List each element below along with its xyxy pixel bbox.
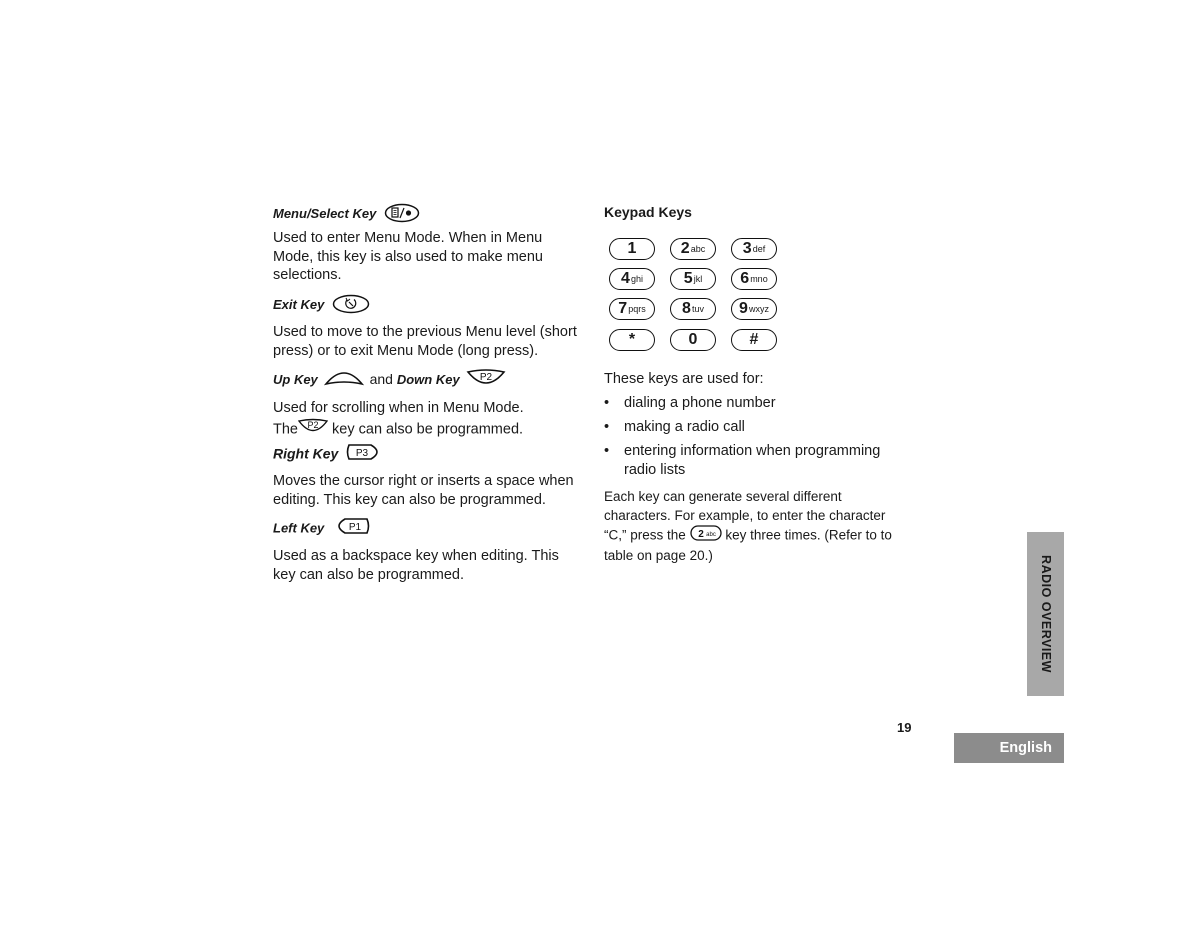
p2-key-inline-icon bbox=[298, 418, 328, 442]
keypad-key-9 bbox=[609, 329, 655, 351]
keypad-key-digit: 5 bbox=[683, 270, 693, 287]
keypad-key-letters: pqrs bbox=[628, 304, 646, 314]
keypad-key-letters: mno bbox=[750, 274, 768, 284]
keypad-key-4 bbox=[670, 268, 716, 290]
keypad-key-0 bbox=[609, 238, 655, 260]
keypad-key-digit: 1 bbox=[627, 240, 637, 257]
keys-used-for-intro: These keys are used for: bbox=[604, 371, 764, 387]
section-side-tab: RADIO OVERVIEW bbox=[1027, 532, 1064, 696]
menu-select-description: Used to enter Menu Mode. When in Menu Mode, this key is also used to make menu selections. bbox=[273, 230, 543, 283]
keypad-key-digit: 7 bbox=[618, 300, 628, 317]
keypad-key-letters: ghi bbox=[630, 274, 643, 284]
right-key-description: Moves the cursor right or inserts a space when editing. This key can also be programmed. bbox=[273, 473, 574, 508]
up-down-heading: Up Key and Down Key P2 bbox=[273, 368, 506, 393]
key-2-inline-icon bbox=[690, 525, 722, 547]
svg-text:P2: P2 bbox=[307, 419, 319, 430]
right-key-icon bbox=[345, 442, 385, 467]
keypad-key-digit: 6 bbox=[740, 270, 750, 287]
keypad-key-letters: tuv bbox=[691, 304, 704, 314]
menu-select-heading: Menu/Select Key bbox=[273, 203, 420, 226]
language-tab: English bbox=[954, 733, 1064, 763]
keypad-key-letters: def bbox=[752, 244, 766, 254]
keypad-key-letters: wxyz bbox=[748, 304, 769, 314]
menu-select-key-icon bbox=[384, 203, 420, 226]
right-key-heading: Right Key P3 bbox=[273, 442, 385, 467]
keypad-key-digit: 8 bbox=[682, 300, 691, 317]
keypad-key-letters: abc bbox=[690, 244, 706, 254]
keypad-key-letters: jkl bbox=[693, 274, 703, 284]
keypad-keys-heading: Keypad Keys bbox=[604, 204, 692, 220]
keypad-key-digit: 4 bbox=[621, 270, 630, 287]
keypad-key-digit: 3 bbox=[742, 240, 752, 257]
keypad-key-6 bbox=[609, 298, 655, 320]
keypad-key-digit: # bbox=[749, 331, 759, 348]
svg-text:2: 2 bbox=[697, 529, 704, 540]
svg-text:P3: P3 bbox=[355, 448, 368, 459]
left-key-icon bbox=[331, 516, 371, 541]
keypad-key-1 bbox=[670, 238, 716, 260]
keypad-key-5 bbox=[731, 268, 777, 290]
page-number: 19 bbox=[897, 720, 912, 735]
exit-key-description: Used to move to the previous Menu level (short press) or to exit Menu Mode (long press). bbox=[273, 324, 577, 359]
keypad-key-7 bbox=[670, 298, 716, 320]
svg-text:P1: P1 bbox=[348, 522, 361, 533]
key-characters-paragraph: Each key can generate several different characters. For example, to enter the character “C,” press the 2 abc key three times. (Refer to to table on page 20.) bbox=[604, 489, 892, 563]
keypad-key-digit: 2 bbox=[680, 240, 690, 257]
up-down-description: Used for scrolling when in Menu Mode. The P2 key can also be programmed. bbox=[273, 399, 593, 441]
left-key-description: Used as a backspace key when editing. This key can also be programmed. bbox=[273, 548, 559, 583]
keypad-key-2 bbox=[731, 238, 777, 260]
left-key-heading: Left Key P1 bbox=[273, 516, 371, 541]
keypad-key-8 bbox=[731, 298, 777, 320]
keypad-key-digit: * bbox=[628, 331, 636, 348]
exit-key-heading: Exit Key bbox=[273, 294, 370, 317]
keypad-key-3 bbox=[609, 268, 655, 290]
up-key-icon bbox=[324, 368, 364, 393]
keypad-key-10 bbox=[670, 329, 716, 351]
down-key-icon bbox=[466, 368, 506, 393]
keypad-key-11 bbox=[731, 329, 777, 351]
svg-text:P2: P2 bbox=[479, 372, 492, 383]
exit-key-icon bbox=[332, 294, 370, 317]
svg-text:abc: abc bbox=[705, 532, 716, 538]
keypad-key-digit: 0 bbox=[688, 331, 698, 348]
keypad-key-digit: 9 bbox=[739, 300, 748, 317]
